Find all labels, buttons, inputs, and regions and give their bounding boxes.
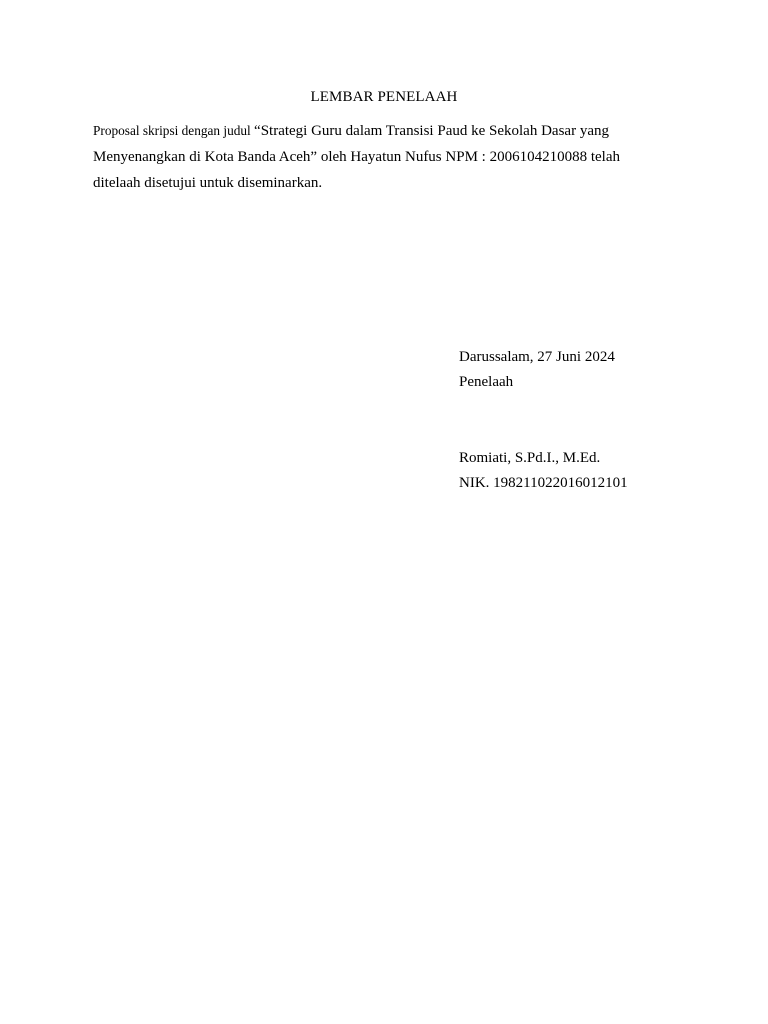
signature-name: Romiati, S.Pd.I., M.Ed. [459,450,601,466]
signature-nik: NIK. 198211022016012101 [459,475,628,491]
page-title: LEMBAR PENELAAH [310,89,458,105]
approval-paragraph [93,118,653,196]
signature-place-date: Darussalam, 27 Juni 2024 [459,349,615,365]
paragraph-line-3: ditelaah disetujui untuk diseminarkan. [93,175,323,191]
paragraph-line-2: Menyenangkan di Kota Banda Aceh” oleh Hayatun Nufus NPM : 2006104210088 telah [93,149,620,165]
paragraph-line-1 [93,118,653,144]
signature-role: Penelaah [459,374,514,390]
paragraph-title-text: “Strategi Guru dalam Transisi Paud ke Sekolah Dasar yang [254,123,609,139]
paragraph-intro-text: Proposal skripsi dengan judul [93,123,255,138]
